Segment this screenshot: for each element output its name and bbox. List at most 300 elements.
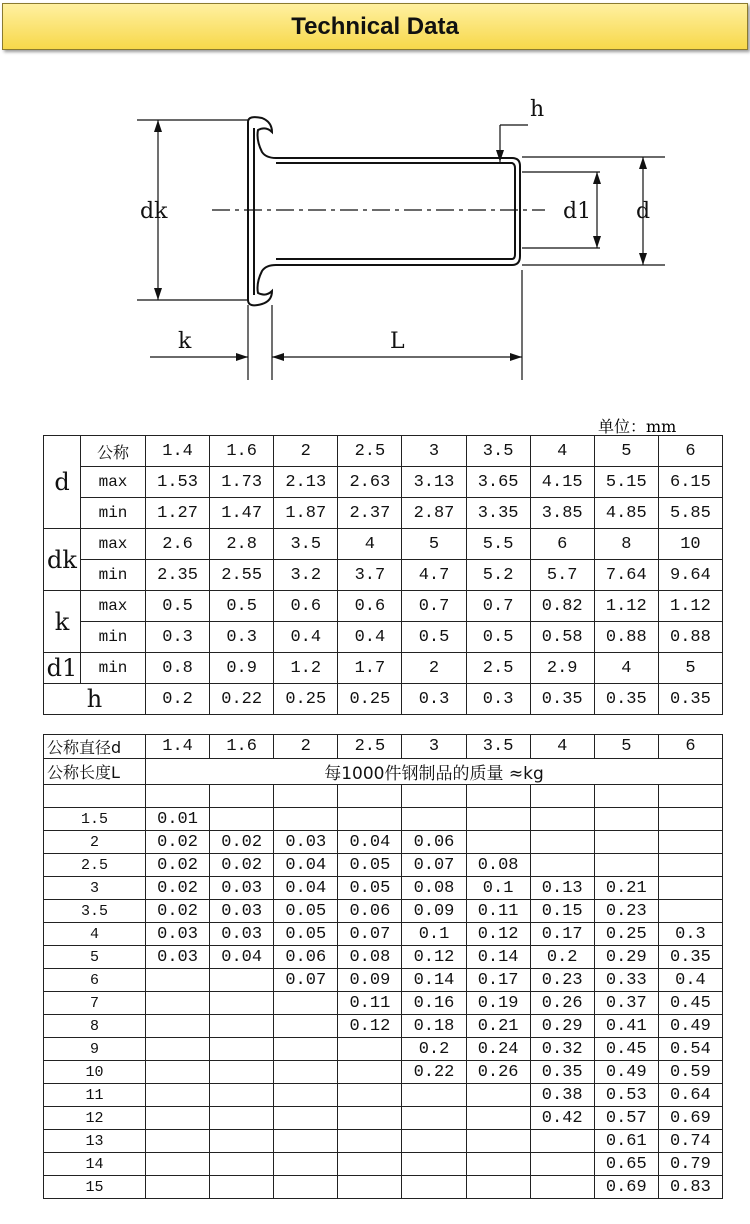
nominal-label: 公称 [81,436,146,467]
value-cell: 0.1 [402,923,466,946]
value-cell: 0.58 [530,622,594,653]
value-cell: 5 [402,529,466,560]
value-cell: 0.3 [658,923,722,946]
value-cell [594,831,658,854]
label-k: k [178,329,192,354]
value-cell: 0.2 [530,946,594,969]
diameter-label: 公称直径d [44,735,146,759]
value-cell: 0.08 [402,877,466,900]
value-cell [146,1130,210,1153]
value-cell: 0.54 [658,1038,722,1061]
value-cell: 0.02 [146,877,210,900]
value-cell: 0.2 [402,1038,466,1061]
value-cell: 6 [530,529,594,560]
value-cell: 0.35 [658,684,722,715]
label-L: L [390,329,405,354]
value-cell: 1.7 [338,653,402,684]
value-cell: 0.01 [146,808,210,831]
value-cell: 7.64 [594,560,658,591]
table-row [44,467,723,498]
nominal-size: 1.6 [210,735,274,759]
value-cell: 0.35 [658,946,722,969]
value-cell: 0.45 [658,992,722,1015]
mass-table [43,734,723,1199]
length-cell: 10 [44,1061,146,1084]
value-cell [274,1038,338,1061]
label-dk: dk [140,199,168,224]
value-cell: 0.05 [338,854,402,877]
value-cell: 0.38 [530,1084,594,1107]
length-cell: 3.5 [44,900,146,923]
table-row [44,877,723,900]
value-cell: 0.13 [530,877,594,900]
value-cell: 0.03 [274,831,338,854]
table-row [44,560,723,591]
length-label: 公称长度L [44,759,146,785]
value-cell: 0.07 [402,854,466,877]
table-row [44,1130,723,1153]
length-cell: 7 [44,992,146,1015]
value-cell [146,1153,210,1176]
group-label: dk [44,529,81,591]
value-cell: 0.03 [210,900,274,923]
value-cell: 9.64 [658,560,722,591]
sub-label: min [81,560,146,591]
value-cell: 0.25 [338,684,402,715]
label-d: d [636,199,651,224]
group-label: d1 [44,653,81,684]
value-cell [338,1130,402,1153]
table-row [44,759,723,785]
value-cell: 0.6 [338,591,402,622]
value-cell: 0.5 [402,622,466,653]
value-cell: 0.05 [338,877,402,900]
value-cell: 0.02 [210,854,274,877]
table-row [44,854,723,877]
value-cell: 0.22 [210,684,274,715]
value-cell: 0.02 [146,854,210,877]
value-cell: 0.29 [530,1015,594,1038]
value-cell [402,808,466,831]
value-cell: 0.4 [274,622,338,653]
value-cell: 3.85 [530,498,594,529]
value-cell: 0.11 [338,992,402,1015]
value-cell: 0.26 [530,992,594,1015]
value-cell: 0.1 [466,877,530,900]
value-cell: 0.7 [466,591,530,622]
table-row [44,498,723,529]
value-cell [338,1153,402,1176]
value-cell [210,1084,274,1107]
length-cell: 1.5 [44,808,146,831]
value-cell: 0.21 [466,1015,530,1038]
value-cell [210,992,274,1015]
value-cell [338,1107,402,1130]
value-cell [466,831,530,854]
value-cell: 0.45 [594,1038,658,1061]
value-cell [594,854,658,877]
table-row [44,1038,723,1061]
value-cell: 0.07 [338,923,402,946]
table-row [44,900,723,923]
value-cell: 0.33 [594,969,658,992]
value-cell [210,1015,274,1038]
value-cell: 0.14 [466,946,530,969]
arrowheads [154,120,647,361]
value-cell: 1.87 [274,498,338,529]
nominal-size: 1.4 [146,735,210,759]
table-row [44,735,723,759]
value-cell [466,1153,530,1176]
length-cell: 11 [44,1084,146,1107]
value-cell: 0.25 [274,684,338,715]
value-cell [146,1176,210,1199]
value-cell [530,854,594,877]
value-cell: 0.6 [274,591,338,622]
value-cell: 0.09 [338,969,402,992]
value-cell: 0.17 [530,923,594,946]
table-row [44,622,723,653]
value-cell [146,1038,210,1061]
value-cell: 0.23 [594,900,658,923]
value-cell [274,1130,338,1153]
value-cell: 5.15 [594,467,658,498]
sub-label: max [81,529,146,560]
sub-label: max [81,591,146,622]
value-cell: 0.04 [210,946,274,969]
unit-label: 单位：mm [598,417,677,436]
value-cell [658,900,722,923]
value-cell: 0.16 [402,992,466,1015]
value-cell [530,808,594,831]
mass-caption: 每1000件钢制品的质量 ≈kg [146,759,723,785]
value-cell [338,1038,402,1061]
nominal-size: 1.4 [146,436,210,467]
value-cell: 0.12 [402,946,466,969]
label-d1: d1 [563,199,592,224]
value-cell: 0.42 [530,1107,594,1130]
value-cell [274,1061,338,1084]
value-cell: 0.88 [594,622,658,653]
length-cell: 15 [44,1176,146,1199]
table-row [44,1107,723,1130]
value-cell [594,808,658,831]
nominal-size: 3.5 [466,436,530,467]
value-cell: 4 [594,653,658,684]
value-cell: 2.55 [210,560,274,591]
value-cell [210,1061,274,1084]
nominal-size: 6 [658,735,722,759]
value-cell: 0.74 [658,1130,722,1153]
empty-cell [44,785,146,808]
table-row [44,969,723,992]
value-cell [146,992,210,1015]
value-cell: 0.08 [466,854,530,877]
value-cell: 0.5 [466,622,530,653]
empty-cell [146,785,210,808]
length-cell: 4 [44,923,146,946]
sub-label: max [81,467,146,498]
value-cell [530,1153,594,1176]
length-cell: 12 [44,1107,146,1130]
table-row [44,1176,723,1199]
value-cell: 4.85 [594,498,658,529]
value-cell: 0.15 [530,900,594,923]
value-cell: 0.08 [338,946,402,969]
value-cell [274,808,338,831]
value-cell: 0.88 [658,622,722,653]
value-cell: 0.11 [466,900,530,923]
value-cell: 0.04 [274,877,338,900]
value-cell [466,1176,530,1199]
nominal-size: 5 [594,735,658,759]
length-cell: 14 [44,1153,146,1176]
value-cell [274,1015,338,1038]
value-cell: 0.35 [530,684,594,715]
value-cell [210,1153,274,1176]
value-cell: 0.3 [146,622,210,653]
value-cell: 0.05 [274,900,338,923]
value-cell: 1.53 [146,467,210,498]
value-cell: 3.13 [402,467,466,498]
value-cell [210,1038,274,1061]
rivet-drawing [0,60,750,390]
value-cell: 0.23 [530,969,594,992]
value-cell: 1.27 [146,498,210,529]
sub-label: min [81,498,146,529]
value-cell: 2.35 [146,560,210,591]
value-cell: 0.69 [594,1176,658,1199]
value-cell: 0.25 [594,923,658,946]
value-cell [210,1107,274,1130]
value-cell [210,1176,274,1199]
table-row [44,923,723,946]
value-cell: 4.7 [402,560,466,591]
value-cell: 5 [658,653,722,684]
value-cell: 0.09 [402,900,466,923]
value-cell: 1.12 [594,591,658,622]
value-cell: 0.03 [210,923,274,946]
nominal-size: 6 [658,436,722,467]
value-cell: 2.6 [146,529,210,560]
value-cell: 2.63 [338,467,402,498]
value-cell: 0.26 [466,1061,530,1084]
page-title: Technical Data [291,12,459,40]
value-cell [658,877,722,900]
value-cell: 0.35 [530,1061,594,1084]
nominal-size: 4 [530,735,594,759]
value-cell [146,969,210,992]
value-cell [338,1084,402,1107]
value-cell: 4.15 [530,467,594,498]
nominal-size: 4 [530,436,594,467]
empty-cell [466,785,530,808]
table-row [44,808,723,831]
value-cell: 0.4 [658,969,722,992]
value-cell: 0.64 [658,1084,722,1107]
value-cell: 0.12 [338,1015,402,1038]
value-cell: 0.02 [146,831,210,854]
value-cell: 0.9 [210,653,274,684]
value-cell [146,1061,210,1084]
value-cell [466,1107,530,1130]
title-banner [2,3,748,50]
value-cell: 0.03 [210,877,274,900]
value-cell: 0.04 [338,831,402,854]
value-cell: 0.35 [594,684,658,715]
table-row [44,1153,723,1176]
value-cell [402,1107,466,1130]
value-cell: 1.47 [210,498,274,529]
value-cell [274,992,338,1015]
value-cell: 0.3 [402,684,466,715]
table-row [44,992,723,1015]
value-cell: 0.19 [466,992,530,1015]
value-cell [210,1130,274,1153]
table-row [44,831,723,854]
value-cell: 0.79 [658,1153,722,1176]
table-row [44,946,723,969]
nominal-size: 2.5 [338,735,402,759]
value-cell [274,1176,338,1199]
value-cell: 0.5 [210,591,274,622]
value-cell: 2 [402,653,466,684]
table-row [44,1061,723,1084]
value-cell: 0.59 [658,1061,722,1084]
value-cell: 0.3 [466,684,530,715]
value-cell: 0.61 [594,1130,658,1153]
table-row [44,591,723,622]
value-cell [530,831,594,854]
value-cell [338,1176,402,1199]
value-cell [658,831,722,854]
value-cell: 8 [594,529,658,560]
value-cell: 3.2 [274,560,338,591]
value-cell: 0.06 [402,831,466,854]
value-cell: 0.02 [146,900,210,923]
value-cell: 0.02 [210,831,274,854]
value-cell: 1.2 [274,653,338,684]
value-cell [146,1084,210,1107]
value-cell [402,1130,466,1153]
value-cell [338,808,402,831]
value-cell: 0.8 [146,653,210,684]
value-cell [274,1153,338,1176]
value-cell [146,1015,210,1038]
value-cell [530,1130,594,1153]
nominal-size: 2.5 [338,436,402,467]
value-cell: 2.9 [530,653,594,684]
value-cell: 4 [338,529,402,560]
value-cell: 0.29 [594,946,658,969]
value-cell: 0.41 [594,1015,658,1038]
value-cell [210,969,274,992]
value-cell: 0.53 [594,1084,658,1107]
value-cell [530,1176,594,1199]
value-cell: 5.85 [658,498,722,529]
value-cell: 0.03 [146,946,210,969]
value-cell: 2.5 [466,653,530,684]
value-cell: 0.14 [402,969,466,992]
table-row [44,684,723,715]
value-cell [210,808,274,831]
value-cell: 0.24 [466,1038,530,1061]
table-row [44,653,723,684]
nominal-size: 2 [274,735,338,759]
group-label: d [44,436,81,529]
nominal-size: 3 [402,436,466,467]
value-cell: 1.73 [210,467,274,498]
empty-cell [210,785,274,808]
value-cell: 0.06 [338,900,402,923]
value-cell: 0.04 [274,854,338,877]
table-row [44,1084,723,1107]
rivet-outline [248,117,520,305]
value-cell: 3.65 [466,467,530,498]
value-cell: 2.8 [210,529,274,560]
value-cell [402,1084,466,1107]
value-cell: 0.83 [658,1176,722,1199]
value-cell: 0.82 [530,591,594,622]
value-cell: 10 [658,529,722,560]
empty-cell [594,785,658,808]
value-cell [658,854,722,877]
value-cell: 0.32 [530,1038,594,1061]
group-label: h [44,684,146,715]
nominal-size: 5 [594,436,658,467]
value-cell: 3.5 [274,529,338,560]
value-cell [466,1084,530,1107]
value-cell: 0.06 [274,946,338,969]
value-cell: 3.7 [338,560,402,591]
value-cell: 0.2 [146,684,210,715]
label-h: h [530,97,545,122]
table-row [44,1015,723,1038]
value-cell: 2.13 [274,467,338,498]
value-cell [274,1107,338,1130]
empty-cell [530,785,594,808]
value-cell: 0.57 [594,1107,658,1130]
length-cell: 3 [44,877,146,900]
dimensions-table [43,435,723,715]
empty-cell [338,785,402,808]
table-row [44,785,723,808]
value-cell: 5.2 [466,560,530,591]
length-cell: 2 [44,831,146,854]
value-cell [402,1176,466,1199]
value-cell: 0.03 [146,923,210,946]
value-cell [402,1153,466,1176]
empty-cell [402,785,466,808]
length-cell: 5 [44,946,146,969]
table-row [44,436,723,467]
value-cell: 5.7 [530,560,594,591]
table-row [44,529,723,560]
value-cell [146,1107,210,1130]
value-cell: 0.17 [466,969,530,992]
length-cell: 9 [44,1038,146,1061]
value-cell: 0.49 [594,1061,658,1084]
nominal-size: 3.5 [466,735,530,759]
value-cell: 0.4 [338,622,402,653]
length-cell: 6 [44,969,146,992]
empty-cell [274,785,338,808]
value-cell: 0.7 [402,591,466,622]
value-cell: 2.37 [338,498,402,529]
group-label: k [44,591,81,653]
value-cell: 0.5 [146,591,210,622]
value-cell: 0.21 [594,877,658,900]
